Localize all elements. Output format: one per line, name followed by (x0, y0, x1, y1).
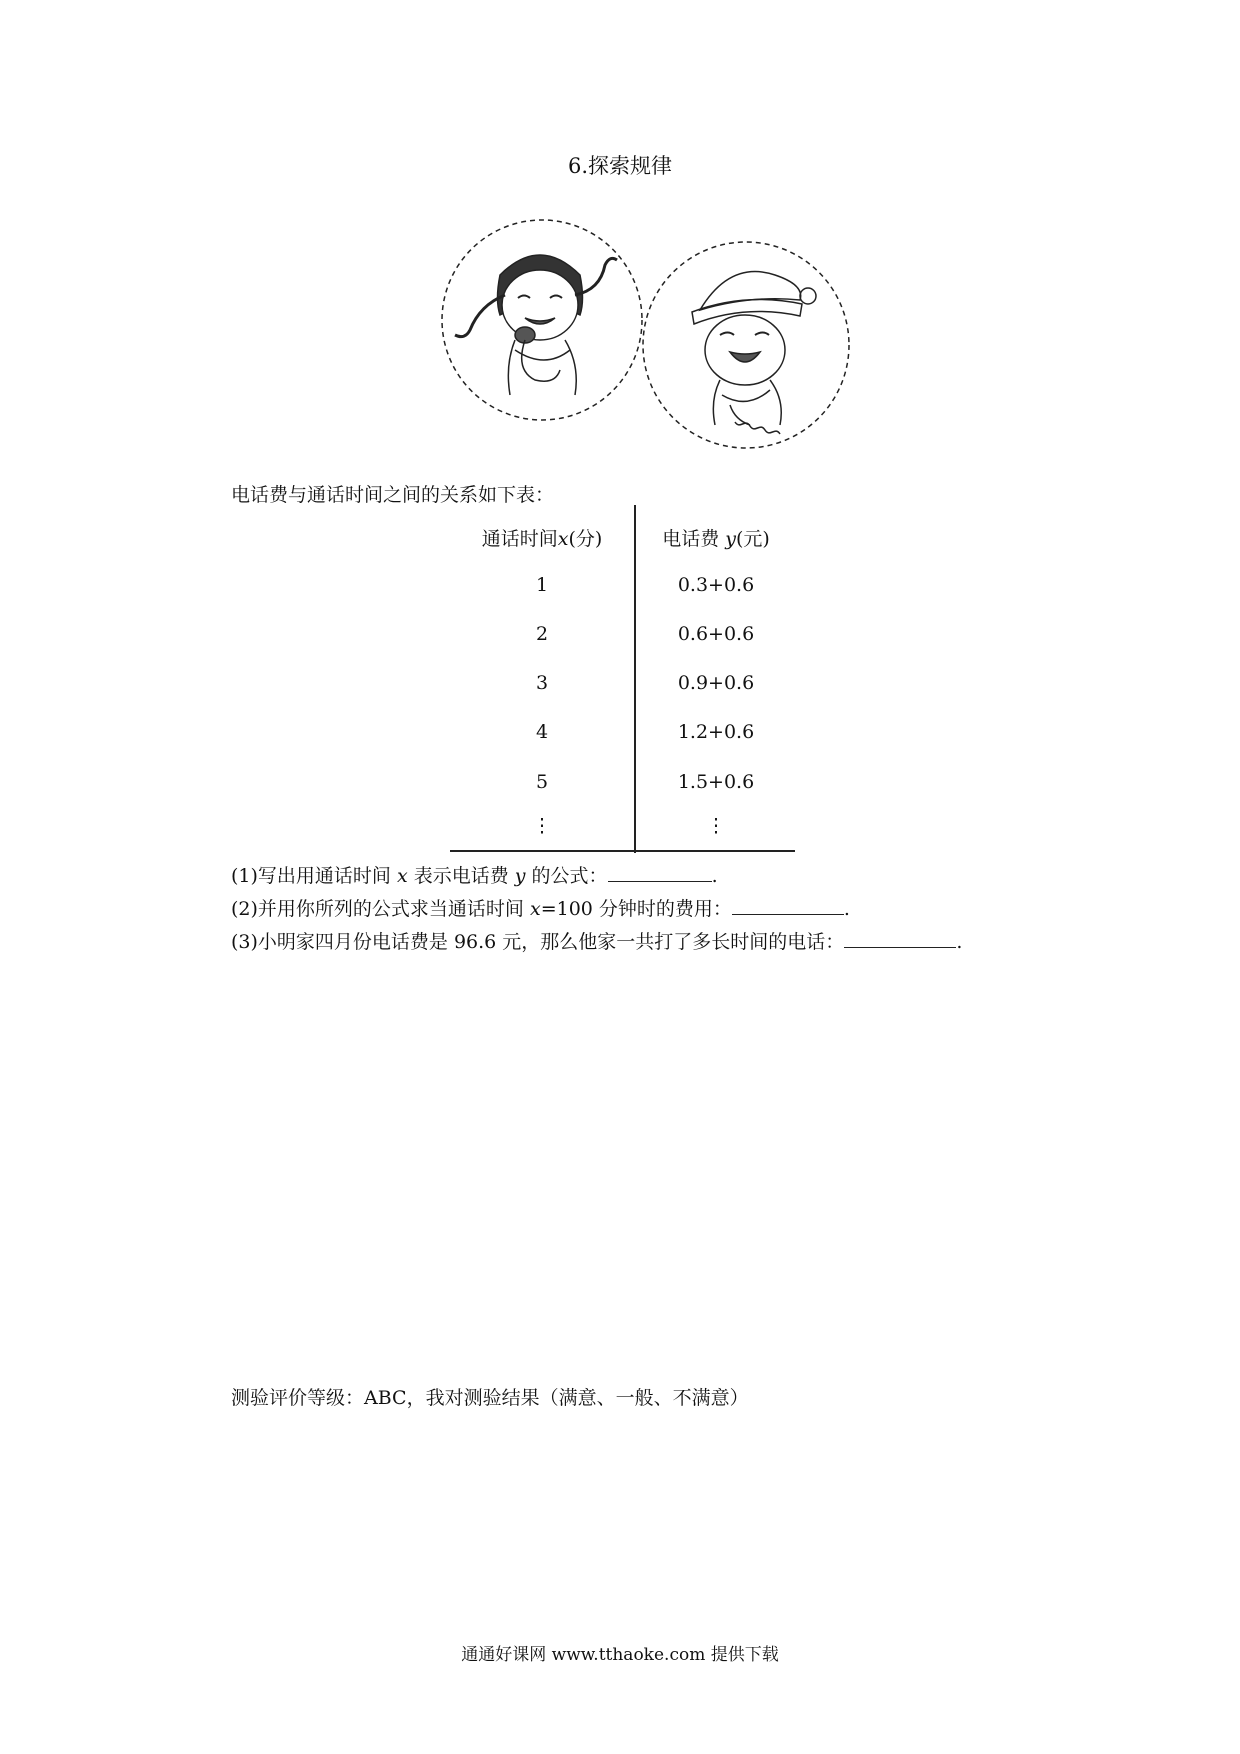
girl-on-phone-icon (455, 255, 617, 395)
table-row-5-x: 5 (535, 771, 549, 793)
table-row-2-x: 2 (535, 623, 549, 645)
table-row-1-y: 0.3+0.6 (677, 574, 755, 596)
answer-blank-2[interactable] (732, 896, 844, 915)
table-row-2-y: 0.6+0.6 (677, 623, 755, 645)
table-row-1-x: 1 (535, 574, 549, 596)
table-bottom-rule (450, 850, 795, 852)
table-header-y: 电话费 y(元) (662, 528, 770, 550)
question-2: (2)并用你所列的公式求当通话时间 x=100 分钟时的费用： . (231, 898, 850, 920)
phone-fee-table (450, 505, 795, 853)
table-intro-text: 电话费与通话时间之间的关系如下表： (231, 484, 555, 506)
table-row-4-y: 1.2+0.6 (677, 721, 755, 743)
table-row-5-y: 1.5+0.6 (677, 771, 755, 793)
answer-blank-3[interactable] (844, 929, 956, 948)
table-row-3-y: 0.9+0.6 (677, 672, 755, 694)
footer-credit: 通通好课网 www.tthaoke.com 提供下载 (461, 1645, 779, 1665)
table-row-4-x: 4 (535, 721, 549, 743)
evaluation-line: 测验评价等级：ABC，我对测验结果（满意、一般、不满意） (231, 1387, 749, 1409)
table-row-ellipsis-y: ⋮ (706, 815, 726, 837)
table-row-3-x: 3 (535, 672, 549, 694)
table-header-x: 通话时间x(分) (481, 528, 603, 550)
boy-with-hat-on-phone-icon (692, 272, 816, 434)
table-row-ellipsis-x: ⋮ (532, 815, 552, 837)
page-title: 6.探索规律 (567, 154, 673, 178)
question-3: (3)小明家四月份电话费是 96.6 元，那么他家一共打了多长时间的电话： . (231, 931, 963, 953)
question-1: (1)写出用通话时间 x 表示电话费 y 的公式： . (231, 865, 718, 887)
phone-call-illustration (430, 200, 860, 465)
answer-blank-1[interactable] (608, 863, 712, 882)
